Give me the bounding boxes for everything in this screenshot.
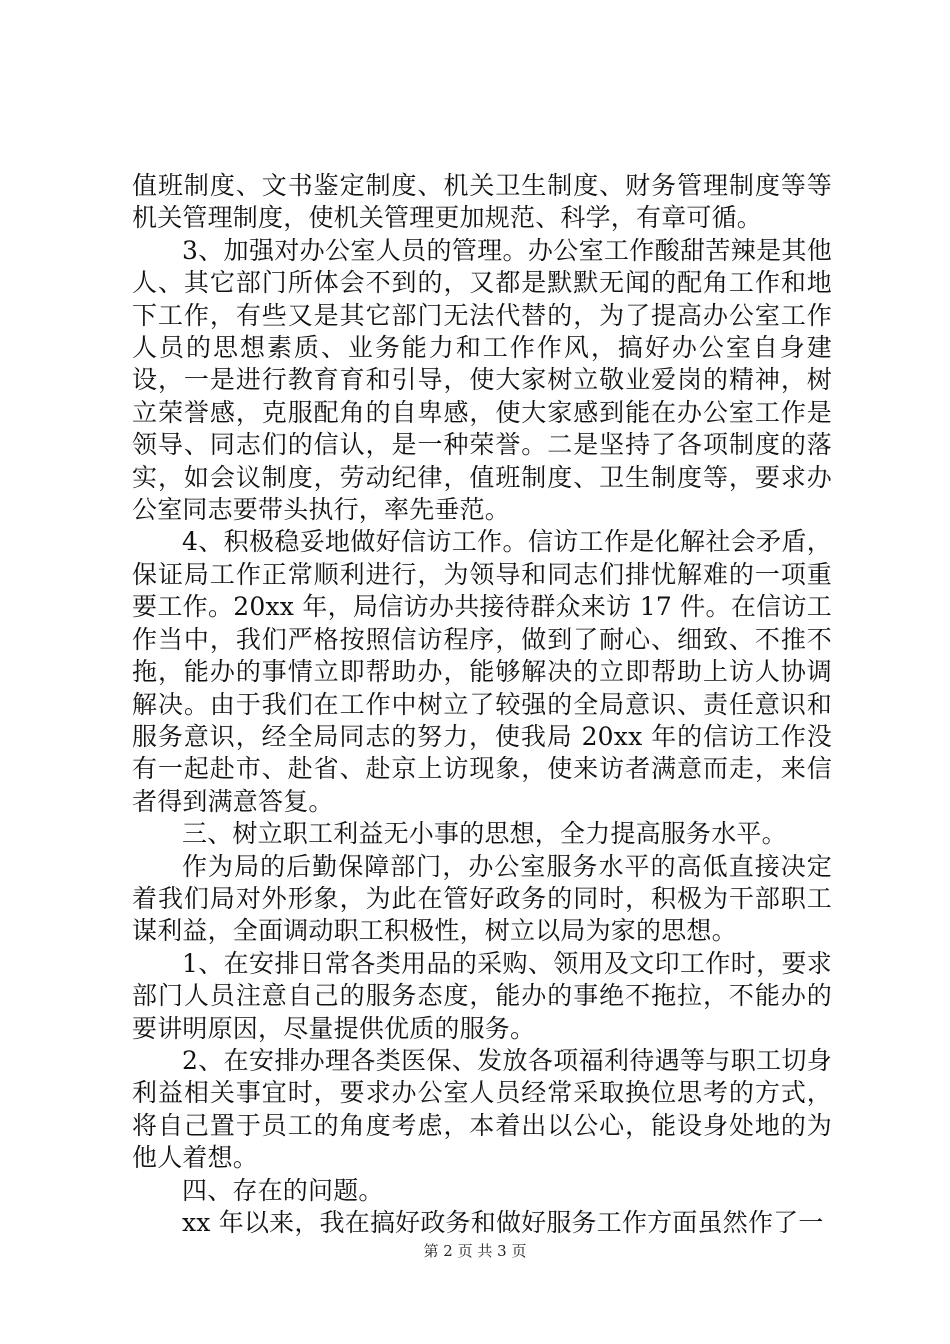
document-body [132,170,832,1239]
section-heading-4: 四、存在的问题。 [182,1175,384,1205]
paragraph-5: 1、在安排日常各类用品的采购、领用及文印工作时，要求部门人员注意自己的服务态度，能办的事绝不拖拉，不能办的要讲明原因，尽量提供优质的服务。 [132,948,832,1043]
section-heading-3: 三、树立职工利益无小事的思想，全力提高服务水平。 [182,819,787,849]
paragraph-3: 4、积极稳妥地做好信访工作。信访工作是化解社会矛盾，保证局工作正常顺利进行，为领导和同志们排忧解难的一项重要工作。20xx 年，局信访办共接待群众来访 17 件。在信访工作当中，我们严格按照信访程序，做到了耐心、细致、不推不拖，能办的事情立即帮助办，能够解决的立即帮助上访人协调解决。由于我们在工作中树立了较强的全局意识、责任意识和服务意识，经全局同志的努力，使我局 20xx 年的信访工作没有一起赴市、赴省、赴京上访现象，使来访者满意而走，来信者得到满意答复。 [132,527,832,816]
paragraph-1: 值班制度、文书鉴定制度、机关卫生制度、财务管理制度等等机关管理制度，使机关管理更加规范、科学，有章可循。 [132,171,832,233]
paragraph-6: 2、在安排办理各类医保、发放各项福利待遇等与职工切身利益相关事宜时，要求办公室人员经常采取换位思考的方式，将自己置于员工的角度考虑，本着出以公心，能设身处地的为他人着想。 [132,1045,832,1173]
paragraph-2: 3、加强对办公室人员的管理。办公室工作酸甜苦辣是其他人、其它部门所体会不到的，又都是默默无闻的配角工作和地下工作，有些又是其它部门无法代替的，为了提高办公室工作人员的思想素质、业务能力和工作作风，搞好办公室自身建设，一是进行教育育和引导，使大家树立敬业爱岗的精神，树立荣誉感，克服配角的自卑感，使大家感到能在办公室工作是领导、同志们的信认，是一种荣誉。二是坚持了各项制度的落实，如会议制度，劳动纪律，值班制度、卫生制度等，要求办公室同志要带头执行，率先垂范。 [132,235,832,525]
page-number-footer: 第 2 页 共 3 页 [423,1242,527,1260]
paragraph-7: xx 年以来，我在搞好政务和做好服务工作方面虽然作了一 [182,1208,824,1237]
paragraph-4: 作为局的后勤保障部门，办公室服务水平的高低直接决定着我们局对外形象，为此在管好政务的同时，积极为干部职工谋利益，全面调动职工积极性，树立以局为家的思想。 [132,851,832,946]
